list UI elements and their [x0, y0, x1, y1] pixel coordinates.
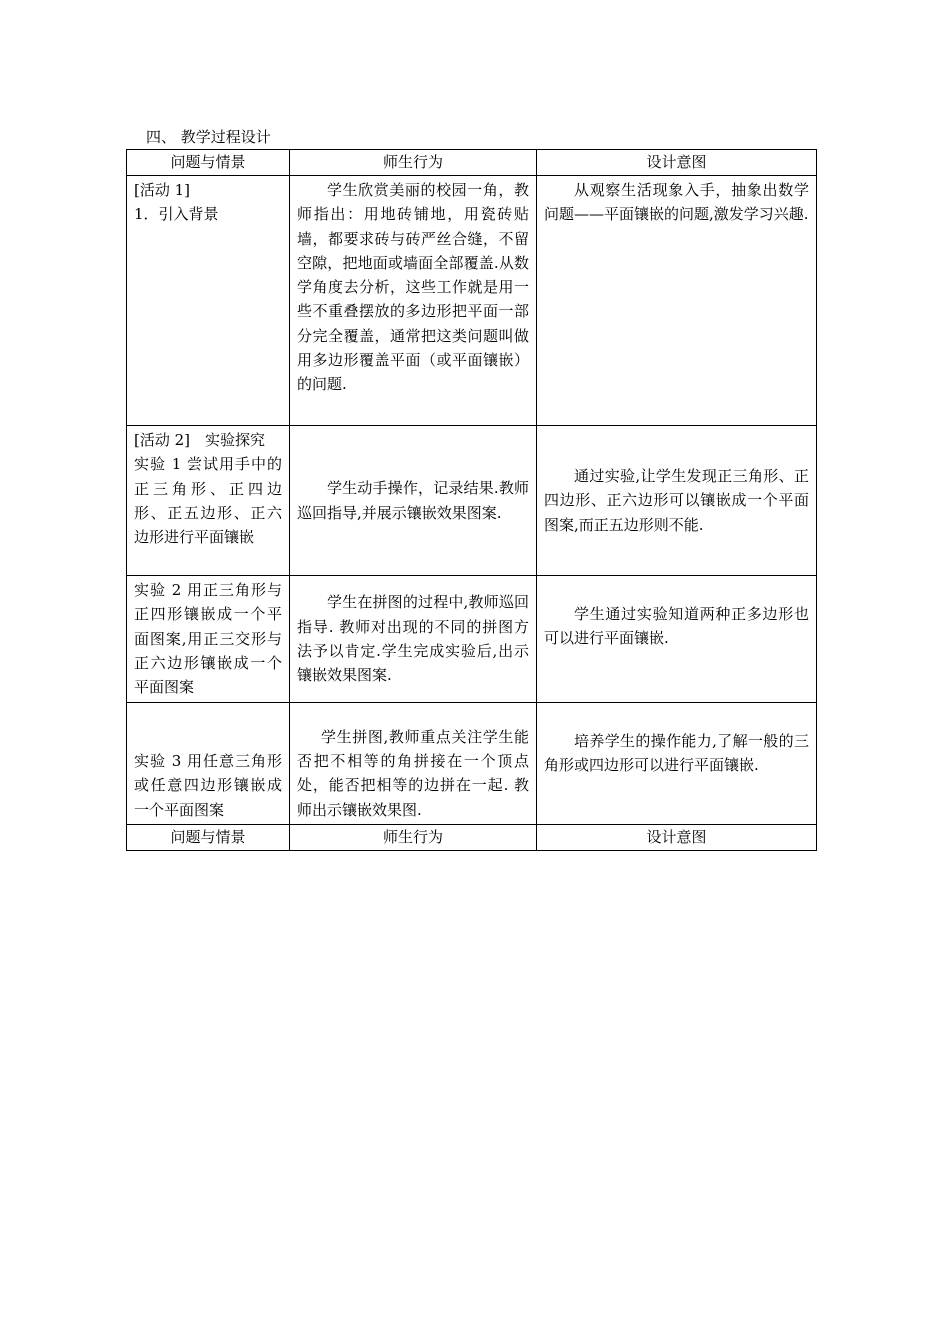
- table-row: [127, 426, 817, 576]
- activity-label: [活动 2] 实验探究: [134, 431, 266, 449]
- table-footer-row: [127, 825, 817, 851]
- footer-situation: 问题与情景: [127, 825, 290, 851]
- activity-step: 实验 3 用任意三角形或任意四边形镶嵌成一个平面图案: [134, 752, 282, 819]
- intent-cell: [537, 426, 817, 576]
- action-text: 学生在拼图的过程中,教师巡回指导. 教师对出现的不同的拼图方法予以肯定.学生完成实验后,出示镶嵌效果图案.: [297, 593, 529, 685]
- header-intent: 设计意图: [537, 150, 817, 176]
- footer-intent: 设计意图: [537, 825, 817, 851]
- intent-cell: [537, 176, 817, 426]
- activity-step: 实验 2 用正三角形与正四形镶嵌成一个平面图案,用正三交形与正六边形镶嵌成一个平面图案: [134, 581, 282, 697]
- table-header-row: [127, 150, 817, 176]
- table-row: [127, 176, 817, 426]
- header-situation: 问题与情景: [127, 150, 290, 176]
- activity-step: 1．引入背景: [134, 205, 219, 224]
- action-text: 学生动手操作，记录结果.教师巡回指导,并展示镶嵌效果图案.: [297, 479, 529, 522]
- action-text: 学生拼图,教师重点关注学生能否把不相等的角拼接在一个顶点处，能否把相等的边拼在一起. 教师出示镶嵌效果图.: [297, 727, 529, 819]
- situation-cell: [127, 703, 290, 825]
- intent-text: 培养学生的操作能力,了解一般的三角形或四边形可以进行平面镶嵌.: [544, 732, 809, 775]
- header-action: 师生行为: [290, 150, 537, 176]
- action-cell: [290, 176, 537, 426]
- table-row: [127, 576, 817, 703]
- situation-cell: [127, 176, 290, 426]
- action-cell: [290, 576, 537, 703]
- activity-step: 实验 1 尝试用手中的正三角形、正四边形、正五边形、正六边形进行平面镶嵌: [134, 455, 282, 547]
- intent-cell: [537, 576, 817, 703]
- situation-cell: [127, 576, 290, 703]
- situation-cell: [127, 426, 290, 576]
- table-row: [127, 703, 817, 825]
- action-cell: [290, 426, 537, 576]
- intent-text: 学生通过实验知道两种正多边形也可以进行平面镶嵌.: [544, 605, 809, 648]
- action-cell: [290, 703, 537, 825]
- intent-text: 通过实验,让学生发现正三角形、正四边形、正六边形可以镶嵌成一个平面图案,而正五边形则不能.: [544, 467, 809, 534]
- section-title: 四、 教学过程设计: [146, 128, 271, 146]
- footer-action: 师生行为: [290, 825, 537, 851]
- teaching-process-table: [126, 149, 817, 851]
- action-text: 学生欣赏美丽的校园一角，教师指出：用地砖铺地，用瓷砖贴墙，都要求砖与砖严丝合缝，不留空隙，把地面或墙面全部覆盖.从数学角度去分析，这些工作就是用一些不重叠摆放的多边形把平面一部分完全覆盖，通常把这类问题叫做用多边形覆盖平面（或平面镶嵌）的问题.: [297, 181, 529, 394]
- intent-text: 从观察生活现象入手，抽象出数学问题——平面镶嵌的问题,激发学习兴趣.: [544, 181, 809, 224]
- intent-cell: [537, 703, 817, 825]
- activity-label: [活动 1]: [134, 181, 191, 199]
